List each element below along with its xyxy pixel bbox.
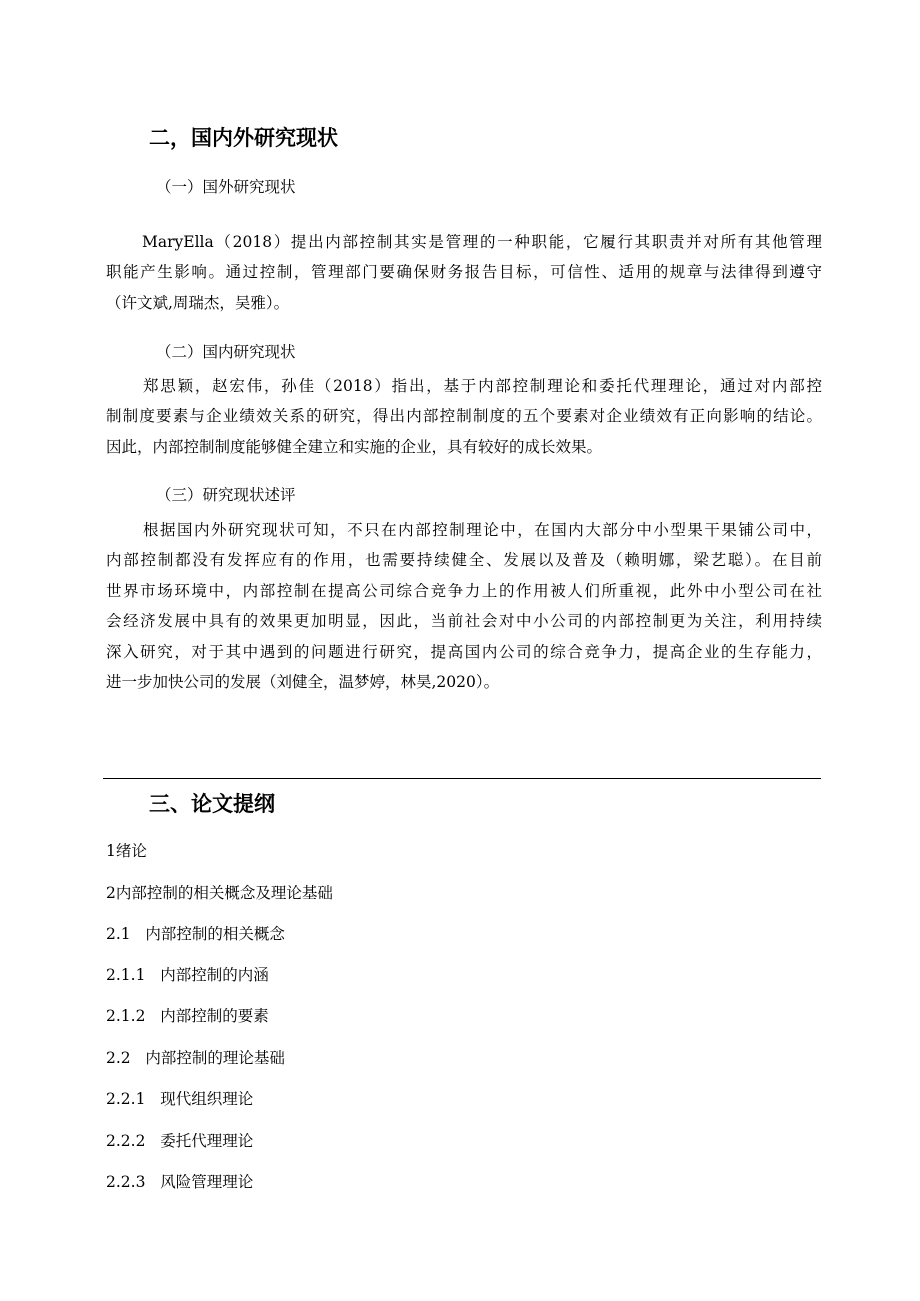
section-3-title: 三、论文提纲 [149,792,275,816]
paragraph-line: 内部控制都没有发挥应有的作用，也需要持续健全、发展以及普及（赖明娜，梁艺聪）。在目前 [106,551,822,570]
paragraph-line: 郑思颖，赵宏伟，孙佳（2018）指出，基于内部控制理论和委托代理理论，通过对内部控 [143,377,822,395]
outline-item: 2.1.2 内部控制的要素 [106,1007,269,1025]
paragraph-line: 根据国内外研究现状可知，不只在内部控制理论中，在国内大部分中小型果干果铺公司中， [143,521,822,539]
paragraph-line: 制制度要素与企业绩效关系的研究，得出内部控制制度的五个要素对企业绩效有正向影响的结论。 [106,407,822,426]
outline-item: 1绪论 [106,842,147,860]
outline-item: 2内部控制的相关概念及理论基础 [106,884,333,902]
foreign-research-paragraph [106,227,822,318]
paragraph-line: MaryElla（2018）提出内部控制其实是管理的一种职能，它履行其职责并对所有其他管理 [142,233,822,251]
section-2-title: 二，国内外研究现状 [149,126,338,150]
outline-item: 2.2.3 风险管理理论 [106,1173,254,1191]
domestic-research-paragraph [106,371,822,462]
paragraph-line: 深入研究，对于其中遇到的问题进行研究，提高国内公司的综合竞争力，提高企业的生存能力， [106,642,822,661]
outline-item: 2.1.1 内部控制的内涵 [106,966,269,984]
outline-item: 2.2 内部控制的理论基础 [106,1049,285,1067]
paragraph-line: 因此，内部控制制度能够健全建立和实施的企业，具有较好的成长效果。 [106,437,603,456]
paragraph-line: 进一步加快公司的发展（刘健全，温梦婷，林昊,2020）。 [106,672,500,691]
paragraph-line: 世界市场环境中，内部控制在提高公司综合竞争力上的作用被人们所重视，此外中小型公司在社 [106,581,822,600]
research-review-heading: （三）研究现状述评 [156,486,296,504]
foreign-research-heading: （一）国外研究现状 [156,178,296,196]
domestic-research-heading: （二）国内研究现状 [156,343,296,361]
paragraph-line: 职能产生影响。通过控制，管理部门要确保财务报告目标，可信性、适用的规章与法律得到遵守 [106,263,822,282]
paragraph-line: （许文斌,周瑞杰，吴雅）。 [106,293,290,312]
paragraph-line: 会经济发展中具有的效果更加明显，因此，当前社会对中小公司的内部控制更为关注，利用持续 [106,612,822,631]
section-divider [103,778,821,779]
research-review-paragraph [106,515,822,697]
outline-item: 2.1 内部控制的相关概念 [106,925,285,943]
outline-item: 2.2.2 委托代理理论 [106,1132,254,1150]
outline-item: 2.2.1 现代组织理论 [106,1090,254,1108]
